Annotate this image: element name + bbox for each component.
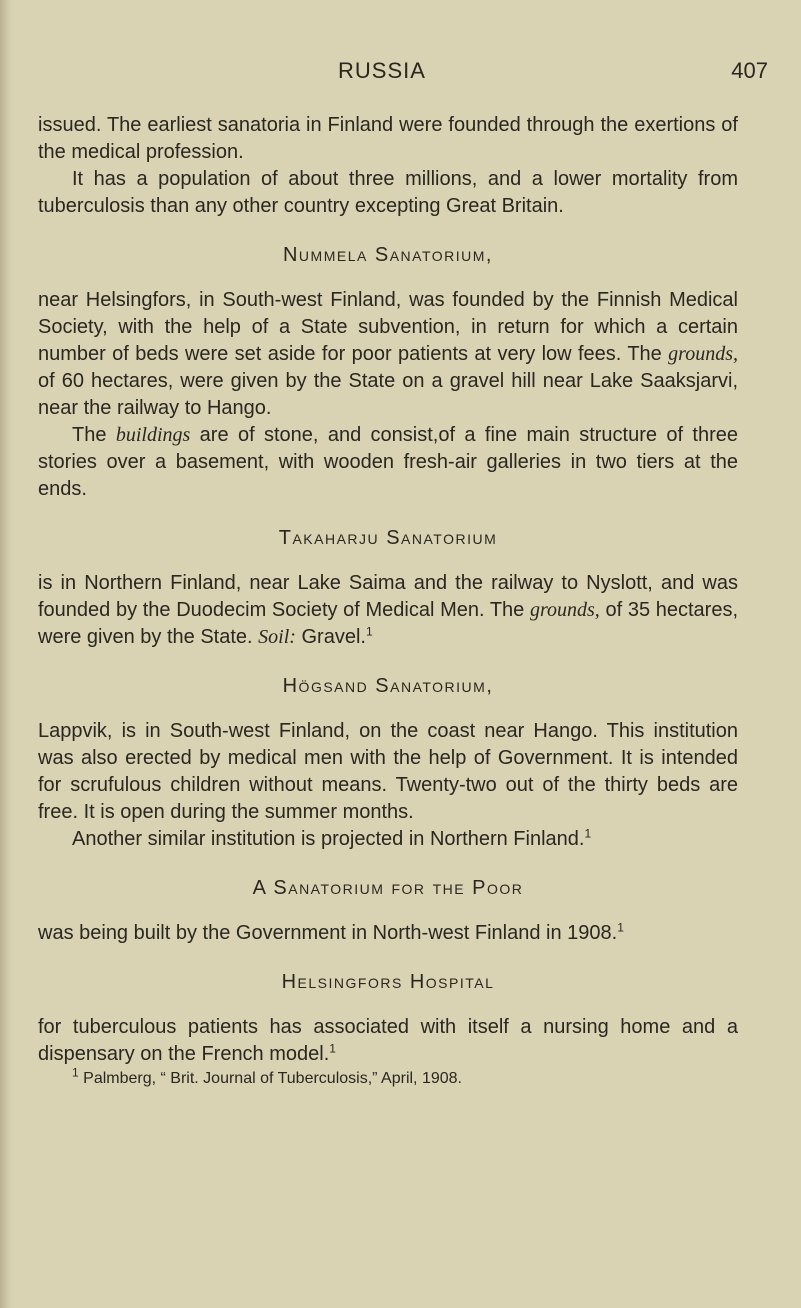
book-page	[38, 0, 768, 1308]
footnote-ref: 1	[617, 920, 624, 935]
text-run: is in Northern Finland, near Lake Saima and the railway to Nyslott, and was founded by the Duodecim Society of Medical Men. The	[38, 572, 738, 621]
section-heading-takaharju: Takaharju Sanatorium	[278, 527, 498, 549]
paragraph	[38, 920, 738, 947]
italic-run: buildings	[115, 424, 191, 446]
text-run: Gravel.	[301, 626, 366, 648]
paragraph	[38, 826, 738, 853]
paragraph	[38, 1014, 738, 1068]
paragraph	[38, 287, 738, 422]
paragraph	[38, 422, 738, 503]
section-heading-helsingfors: Helsingfors Hospital	[281, 971, 495, 993]
page-number: 407	[731, 58, 768, 83]
body-text	[38, 112, 738, 1090]
footnote-mark: 1	[72, 1065, 79, 1080]
text-run: of 60 hectares, were given by the State on a gravel hill near Lake Saaksjarvi, near the railway to Hango.	[38, 370, 738, 419]
text-run: near Helsingfors, in South-west Finland, was founded by the Finnish Medical Society, with the help of a State subvention, in return for which a certain number of beds were set aside for poor patients at very low fees. The	[38, 289, 738, 365]
footnote-text: Palmberg, “ Brit. Journal of Tuberculosis,” April, 1908.	[83, 1070, 462, 1087]
footnote	[38, 1065, 738, 1090]
text-run: of 35 hectares, were given by the State.	[38, 599, 738, 648]
text-run: Another similar institution is projected in Northern Finland.	[72, 828, 585, 850]
italic-run: grounds,	[668, 343, 738, 365]
section-heading-hogsand: Högsand Sanatorium,	[282, 675, 494, 697]
text-run: The	[72, 424, 107, 446]
paragraph: It has a population of about three millions, and a lower mortality from tuberculosis than any other country excepting Great Britain.	[38, 168, 738, 217]
footnote-ref: 1	[584, 826, 592, 841]
running-head: RUSSIA	[338, 58, 426, 83]
italic-run: Soil:	[258, 626, 296, 648]
footnote-ref: 1	[365, 624, 373, 639]
section-heading-nummela: Nummela Sanatorium,	[282, 244, 493, 266]
text-run: for tuberculous patients has associated with itself a nursing home and a dispensary on the French model.	[38, 1016, 738, 1065]
page-header	[38, 58, 768, 88]
text-run: was being built by the Government in North-west Finland in 1908.	[38, 922, 618, 944]
page-binding-edge	[0, 0, 12, 1308]
text-run: are of stone, and consist,of a fine main structure of three stories over a basement, with wooden fresh-air galleries in two tiers at the ends.	[38, 424, 739, 500]
section-heading-poor: A Sanatorium for the Poor	[252, 877, 524, 899]
paragraph: Lappvik, is in South-west Finland, on the coast near Hango. This institution was also erected by medical men with the help of Government. It is intended for scrufulous children without means. Twenty-two out of the thirty beds are free. It is open during the summer months.	[38, 720, 738, 823]
paragraph: issued. The earliest sanatoria in Finland were founded through the exertions of the medical profession.	[38, 114, 738, 163]
italic-run: grounds,	[529, 599, 600, 621]
paragraph	[38, 570, 738, 651]
footnote-ref: 1	[329, 1041, 336, 1056]
